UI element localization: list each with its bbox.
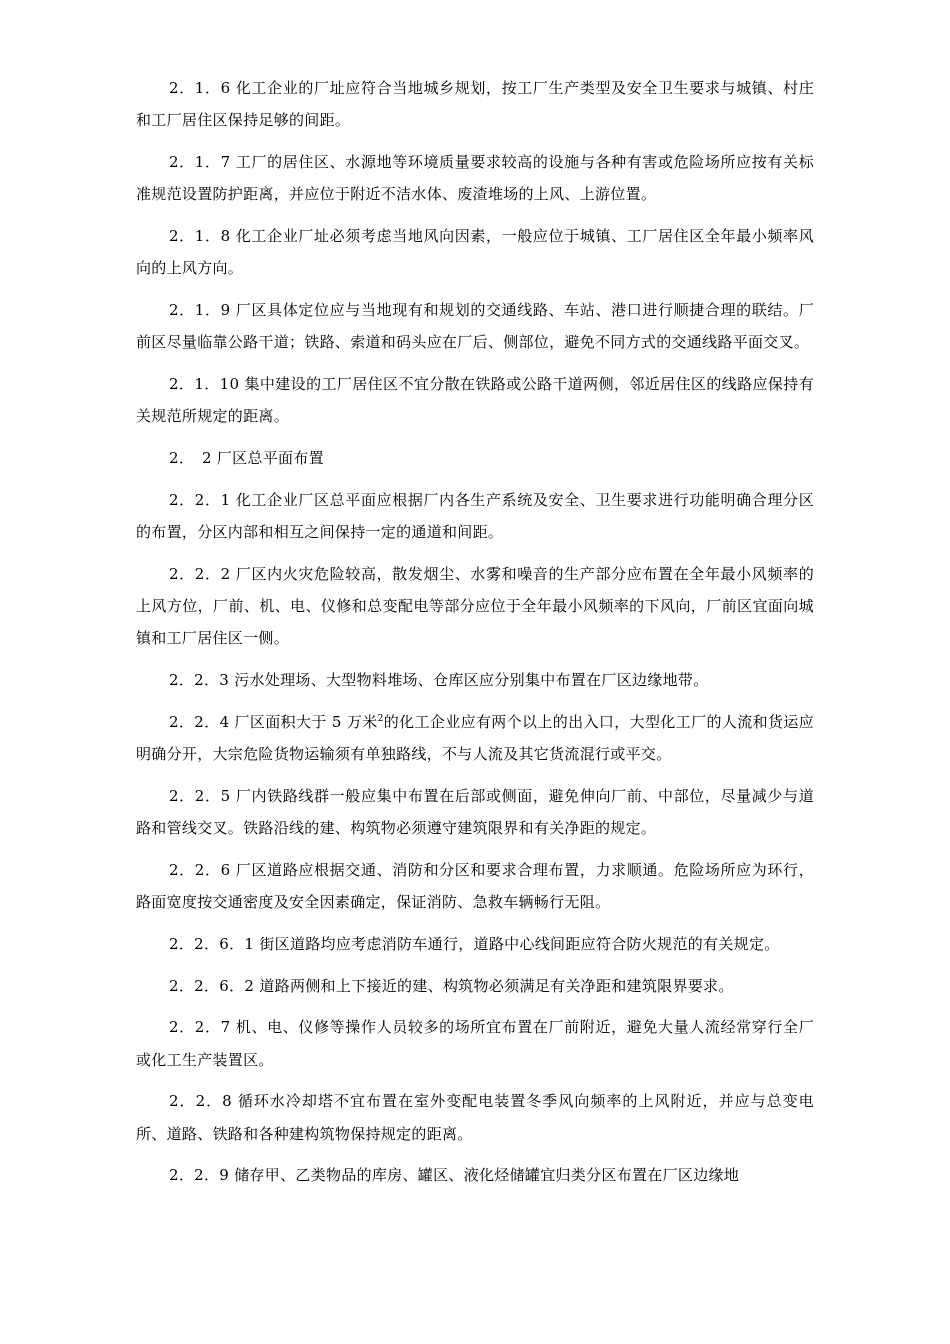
paragraph-2-2-6-1: 2．2．6．1 街区道路均应考虑消防车通行，道路中心线间距应符合防火规范的有关规定。 bbox=[169, 934, 780, 953]
section-heading-2-2: 2． 2 厂区总平面布置 bbox=[169, 449, 324, 467]
paragraph-2-2-6: 2．2．6 厂区道路应根据交通、消防和分区和要求合理布置，力求顺通。危险场所应为环行，路面宽度按交通密度及安全因素确定，保证消防、急救车辆畅行无阻。 bbox=[136, 860, 814, 911]
paragraph-2-1-7: 2．1．7 工厂的居住区、水源地等环境质量要求较高的设施与各种有害或危险场所应按有关标准规范设置防护距离，并应位于附近不洁水体、废渣堆场的上风、上游位置。 bbox=[136, 153, 814, 204]
paragraph-2-2-2: 2．2．2 厂区内火灾危险较高，散发烟尘、水雾和噪音的生产部分应布置在全年最小风频率的上风方位，厂前、机、电、仪修和总变配电等部分应位于全年最小风频率的下风向，厂前区宜面向城镇和工厂居住区一侧。 bbox=[136, 564, 814, 648]
paragraph-2-2-5: 2．2．5 厂内铁路线群一般应集中布置在后部或侧面，避免伸向厂前、中部位，尽量减少与道路和管线交叉。铁路沿线的建、构筑物必须遵守建筑限界和有关净距的规定。 bbox=[136, 786, 814, 837]
paragraph-2-2-1: 2．2．1 化工企业厂区总平面应根据厂内各生产系统及安全、卫生要求进行功能明确合理分区的布置，分区内部和相互之间保持一定的通道和间距。 bbox=[136, 490, 814, 541]
superscript-2: 2 bbox=[377, 713, 384, 724]
paragraph-2-2-4-after: 的化工企业应有两个以上的出入口，大型化工厂的人流和货运应明确分开，大宗危险货物运输须有单独路线，不与人流及其它货流混行或平交。 bbox=[136, 712, 814, 763]
paragraph-2-2-9: 2．2．9 储存甲、乙类物品的库房、罐区、液化烃储罐宜归类分区布置在厂区边缘地 bbox=[169, 1166, 740, 1185]
paragraph-2-1-6: 2．1．6 化工企业的厂址应符合当地城乡规划，按工厂生产类型及安全卫生要求与城镇、村庄和工厂居住区保持足够的间距。 bbox=[136, 79, 814, 130]
paragraph-2-2-8: 2．2．8 循环水冷却塔不宜布置在室外变配电装置冬季风向频率的上风附近，并应与总变电所、道路、铁路和各种建构筑物保持规定的距离。 bbox=[136, 1092, 814, 1143]
paragraph-2-1-8: 2．1．8 化工企业厂址必须考虑当地风向因素，一般应位于城镇、工厂居住区全年最小频率风向的上风方向。 bbox=[136, 227, 814, 278]
paragraph-2-2-3: 2．2．3 污水处理场、大型物料堆场、仓库区应分别集中布置在厂区边缘地带。 bbox=[169, 671, 709, 689]
document-page bbox=[136, 72, 814, 1201]
paragraph-2-2-6-2: 2．2．6．2 道路两侧和上下接近的建、构筑物必须满足有关净距和建筑限界要求。 bbox=[169, 976, 734, 995]
paragraph-2-2-4 bbox=[136, 706, 814, 770]
paragraph-2-1-10: 2．1．10 集中建设的工厂居住区不宜分散在铁路或公路干道两侧，邻近居住区的线路应保持有关规范所规定的距离。 bbox=[136, 375, 814, 426]
paragraph-2-2-7: 2．2．7 机、电、仪修等操作人员较多的场所宜布置在厂前附近，避免大量人流经常穿行全厂或化工生产装置区。 bbox=[136, 1018, 814, 1069]
paragraph-2-2-4-before: 2．2．4 厂区面积大于 5 万米 bbox=[169, 712, 378, 731]
paragraph-2-1-9: 2．1．9 厂区具体定位应与当地现有和规划的交通线路、车站、港口进行顺捷合理的联结。厂前区尽量临靠公路干道；铁路、索道和码头应在厂后、侧部位，避免不同方式的交通线路平面交叉。 bbox=[136, 301, 814, 352]
